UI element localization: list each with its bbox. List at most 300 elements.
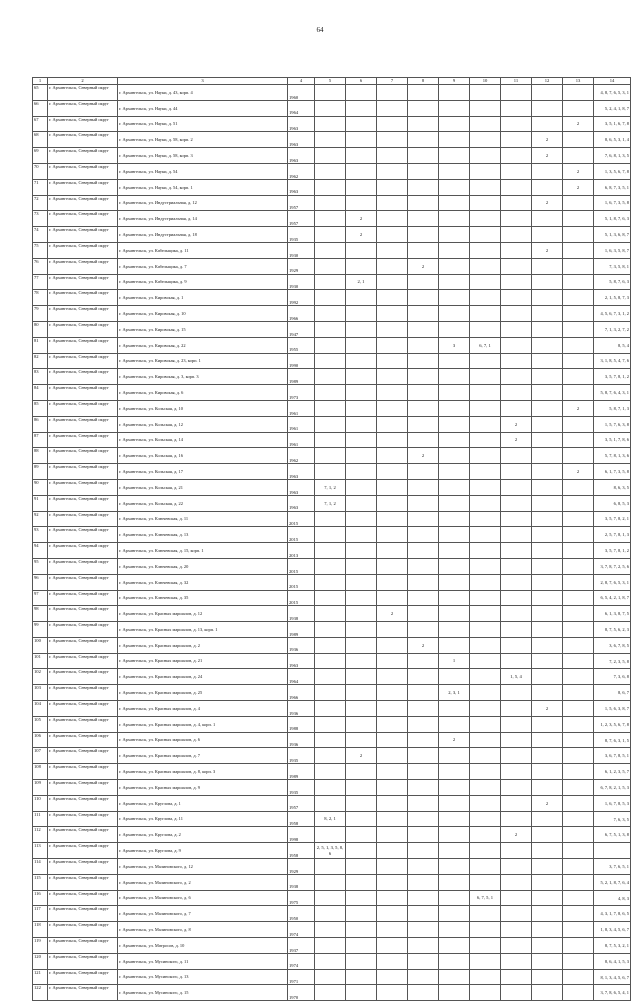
cell-col-11 [501,242,532,258]
cell-col-6 [346,716,377,732]
cell-col-12: 2 [532,242,563,258]
cell-col-13 [563,969,594,985]
cell-address: г. Архангельск, ул. Красных маршалов, д. 21 [118,653,288,669]
cell-col-8 [408,400,439,416]
cell-col-5 [315,179,346,195]
cell-col-6 [346,701,377,717]
table-row [33,290,631,306]
cell-col-13 [563,922,594,938]
cell-year-built: 1930 [288,242,315,258]
cell-col-11 [501,290,532,306]
cell-col-13: 2 [563,116,594,132]
cell-col-6 [346,511,377,527]
cell-col-10 [470,874,501,890]
cell-col-6 [346,669,377,685]
cell-row-number: 87 [33,432,48,448]
cell-address: г. Архангельск, ул. Науки, д. 58, корп. 2 [118,132,288,148]
cell-col-8 [408,100,439,116]
cell-col-12 [532,337,563,353]
cell-col-13 [563,685,594,701]
cell-address: г. Архангельск, ул. Кировская, д. 10 [118,306,288,322]
cell-col-5: 2, 5, 1, 3, 5, 8, 6 [315,843,346,859]
cell-col-12 [532,637,563,653]
cell-district: г. Архангельск, Северный округ [48,622,118,638]
cell-col-13 [563,321,594,337]
cell-col-11 [501,227,532,243]
cell-col-11 [501,479,532,495]
cell-district: г. Архангельск, Северный округ [48,953,118,969]
cell-col-6 [346,732,377,748]
cell-col-6 [346,574,377,590]
cell-col-5 [315,195,346,211]
cell-district: г. Архангельск, Северный округ [48,716,118,732]
cell-district: г. Архангельск, Северный округ [48,558,118,574]
cell-col-14: 3, 7, 8, 6, 5, 4, 1 [594,985,631,1001]
cell-col-5 [315,622,346,638]
cell-col-14: 1, 8, 3, 4, 5, 6, 7 [594,922,631,938]
cell-col-9 [439,701,470,717]
cell-col-11 [501,543,532,559]
cell-col-6 [346,495,377,511]
cell-col-12 [532,558,563,574]
table-row [33,242,631,258]
cell-year-built: 2015 [288,574,315,590]
cell-col-8 [408,274,439,290]
table-row [33,716,631,732]
cell-year-built: 1988 [288,716,315,732]
cell-year-built: 1962 [288,448,315,464]
cell-row-number: 65 [33,85,48,101]
cell-col-13 [563,258,594,274]
cell-address: г. Архангельск, ул. Красных маршалов, д. 8, корп. 3 [118,764,288,780]
cell-col-12 [532,811,563,827]
cell-year-built: 1935 [288,227,315,243]
cell-col-5 [315,953,346,969]
cell-col-7 [377,969,408,985]
cell-row-number: 92 [33,511,48,527]
cell-col-7 [377,748,408,764]
cell-district: г. Архангельск, Северный округ [48,859,118,875]
cell-col-12 [532,448,563,464]
table-row [33,606,631,622]
cell-col-13 [563,416,594,432]
cell-col-5 [315,590,346,606]
cell-year-built: 1974 [288,922,315,938]
cell-row-number: 113 [33,843,48,859]
cell-col-12 [532,306,563,322]
cell-col-6 [346,827,377,843]
cell-col-13 [563,448,594,464]
cell-col-6 [346,685,377,701]
cell-col-11 [501,748,532,764]
cell-col-10 [470,385,501,401]
cell-col-9 [439,163,470,179]
cell-col-14: 3, 6, 7, 8, 5 [594,637,631,653]
cell-district: г. Архангельск, Северный округ [48,337,118,353]
cell-year-built: 1936 [288,732,315,748]
cell-col-12 [532,953,563,969]
cell-col-9 [439,985,470,1001]
cell-col-5 [315,163,346,179]
table-row [33,227,631,243]
cell-district: г. Архангельск, Северный округ [48,764,118,780]
cell-year-built: 1936 [288,637,315,653]
cell-col-13 [563,732,594,748]
cell-col-7 [377,495,408,511]
cell-year-built: 1963 [288,464,315,480]
cell-row-number: 109 [33,780,48,796]
cell-col-9 [439,874,470,890]
cell-col-9 [439,85,470,101]
cell-col-12 [532,622,563,638]
cell-address: г. Архангельск, ул. Мусинского, д. 13 [118,969,288,985]
cell-col-6 [346,764,377,780]
cell-year-built: 1992 [288,290,315,306]
cell-row-number: 80 [33,321,48,337]
cell-row-number: 68 [33,132,48,148]
cell-col-7 [377,132,408,148]
cell-address: г. Архангельск, ул. Красных маршалов, д. 13, корп. 1 [118,622,288,638]
cell-year-built: 1964 [288,100,315,116]
cell-col-12 [532,543,563,559]
cell-col-7 [377,874,408,890]
cell-col-11 [501,163,532,179]
cell-col-14: 3, 5, 1, 6, 7, 8 [594,116,631,132]
cell-col-8 [408,780,439,796]
cell-col-9 [439,479,470,495]
cell-col-10 [470,558,501,574]
cell-col-10 [470,116,501,132]
cell-col-13 [563,748,594,764]
cell-address: г. Архангельск, ул. Малиновского, д. 7 [118,906,288,922]
cell-col-7 [377,732,408,748]
cell-col-6: 2 [346,748,377,764]
cell-col-7 [377,353,408,369]
cell-col-10 [470,922,501,938]
cell-col-12 [532,906,563,922]
cell-year-built: 1947 [288,321,315,337]
cell-row-number: 86 [33,416,48,432]
cell-col-9 [439,590,470,606]
cell-col-12 [532,85,563,101]
cell-col-14: 1, 3, 5, 6, 7, 8 [594,163,631,179]
cell-col-7 [377,622,408,638]
cell-col-5 [315,400,346,416]
cell-col-10 [470,953,501,969]
cell-col-10 [470,416,501,432]
cell-col-9 [439,195,470,211]
table-row [33,574,631,590]
cell-row-number: 104 [33,701,48,717]
cell-col-5: 7, 1, 2 [315,479,346,495]
cell-col-12: 2 [532,148,563,164]
cell-col-11 [501,100,532,116]
cell-col-8: 2 [408,637,439,653]
cell-col-10 [470,195,501,211]
table-row [33,479,631,495]
cell-col-13 [563,874,594,890]
cell-district: г. Архангельск, Северный округ [48,653,118,669]
cell-district: г. Архангельск, Северный округ [48,511,118,527]
cell-col-7 [377,890,408,906]
table-row [33,321,631,337]
cell-col-12 [532,653,563,669]
column-header-13: 13 [563,78,594,85]
cell-col-14: 6, 1, 3, 8, 7, 5 [594,606,631,622]
cell-col-7 [377,637,408,653]
table-row [33,369,631,385]
cell-col-14: 8, 5, 4 [594,337,631,353]
cell-col-12 [532,274,563,290]
cell-col-13 [563,637,594,653]
cell-col-12 [532,716,563,732]
cell-col-10 [470,353,501,369]
cell-col-6 [346,321,377,337]
cell-col-10 [470,811,501,827]
cell-district: г. Архангельск, Северный округ [48,874,118,890]
cell-col-13 [563,622,594,638]
cell-year-built: 1938 [288,874,315,890]
table-row [33,258,631,274]
cell-col-11 [501,85,532,101]
cell-col-13 [563,543,594,559]
cell-col-11 [501,811,532,827]
cell-year-built: 1935 [288,780,315,796]
cell-col-6 [346,479,377,495]
table-row [33,701,631,717]
cell-year-built: 1936 [288,701,315,717]
cell-district: г. Архангельск, Северный округ [48,416,118,432]
cell-col-13: 2 [563,400,594,416]
cell-col-9 [439,558,470,574]
cell-col-9 [439,906,470,922]
cell-col-13 [563,795,594,811]
cell-row-number: 73 [33,211,48,227]
cell-year-built: 1929 [288,258,315,274]
cell-col-6 [346,590,377,606]
cell-col-7 [377,416,408,432]
cell-col-13 [563,985,594,1001]
table-header-row [33,78,631,85]
cell-col-14: 8, 1, 3, 4, 5, 6, 7 [594,969,631,985]
cell-col-7 [377,953,408,969]
cell-address: г. Архангельск, ул. Красных маршалов, д. 25 [118,685,288,701]
cell-address: г. Архангельск, ул. Кабельщика, д. 9 [118,274,288,290]
table-row [33,685,631,701]
cell-col-13 [563,432,594,448]
cell-col-11 [501,859,532,875]
cell-col-13 [563,290,594,306]
cell-year-built: 1974 [288,953,315,969]
cell-col-6 [346,938,377,954]
cell-col-9 [439,321,470,337]
cell-address: г. Архангельск, ул. Кировская, д. 1 [118,290,288,306]
cell-col-5 [315,132,346,148]
cell-col-13 [563,132,594,148]
cell-col-5 [315,306,346,322]
cell-col-6 [346,400,377,416]
cell-col-6 [346,163,377,179]
cell-address: г. Архангельск, ул. Круглова, д. 11 [118,811,288,827]
cell-district: г. Архангельск, Северный округ [48,306,118,322]
cell-col-14: 5, 7, 8, 1, 3, 6 [594,448,631,464]
cell-col-12: 2 [532,701,563,717]
cell-col-12 [532,827,563,843]
cell-col-8 [408,353,439,369]
cell-col-7 [377,669,408,685]
cell-row-number: 120 [33,953,48,969]
table-row [33,416,631,432]
cell-col-9 [439,432,470,448]
cell-col-6 [346,653,377,669]
cell-col-9 [439,811,470,827]
cell-row-number: 106 [33,732,48,748]
cell-col-6 [346,527,377,543]
cell-year-built: 1990 [288,353,315,369]
cell-col-5 [315,274,346,290]
cell-address: г. Архангельск, ул. Кировская, д. 22 [118,337,288,353]
cell-col-13 [563,906,594,922]
cell-address: г. Архангельск, ул. Науки, д. 51 [118,116,288,132]
table-row [33,385,631,401]
cell-col-8: 2 [408,448,439,464]
cell-row-number: 95 [33,558,48,574]
cell-col-5 [315,527,346,543]
table-row [33,669,631,685]
table-row [33,100,631,116]
cell-col-10 [470,669,501,685]
cell-col-13 [563,385,594,401]
cell-address: г. Архангельск, ул. Науки, д. 44 [118,100,288,116]
cell-col-11 [501,511,532,527]
cell-col-14: 4, 8, 7, 6, 5, 3, 1 [594,85,631,101]
cell-district: г. Архангельск, Северный округ [48,969,118,985]
cell-address: г. Архангельск, ул. Кольская, д. 10 [118,400,288,416]
cell-col-9 [439,385,470,401]
cell-district: г. Архангельск, Северный округ [48,780,118,796]
cell-col-14: 6, 7, 8, 2, 1, 5, 3 [594,780,631,796]
cell-col-11 [501,843,532,859]
cell-district: г. Архангельск, Северный округ [48,890,118,906]
cell-row-number: 89 [33,464,48,480]
cell-col-11 [501,258,532,274]
cell-col-9 [439,242,470,258]
cell-col-11 [501,890,532,906]
cell-address: г. Архангельск, ул. Малиновского, д. 12 [118,859,288,875]
cell-col-13 [563,511,594,527]
cell-col-12 [532,606,563,622]
cell-col-6: 2, 1 [346,274,377,290]
cell-col-6 [346,843,377,859]
cell-district: г. Архангельск, Северный округ [48,432,118,448]
cell-address: г. Архангельск, ул. Науки, д. 58, корп. 3 [118,148,288,164]
cell-address: г. Архангельск, ул. Ключевская, д. 20 [118,558,288,574]
cell-col-6 [346,116,377,132]
cell-address: г. Архангельск, ул. Науки, д. 43, корп. 4 [118,85,288,101]
cell-col-11 [501,653,532,669]
cell-col-13 [563,780,594,796]
cell-col-11 [501,938,532,954]
cell-address: г. Архангельск, ул. Красных маршалов, д. 4, корп. 1 [118,716,288,732]
cell-col-14: 1, 2, 3, 5, 6, 7, 8 [594,716,631,732]
cell-col-8 [408,606,439,622]
cell-col-14: 6, 8, 7, 3, 5, 1 [594,179,631,195]
cell-col-8 [408,890,439,906]
cell-col-8 [408,843,439,859]
cell-col-8 [408,179,439,195]
cell-col-12 [532,400,563,416]
cell-col-8 [408,321,439,337]
cell-col-12 [532,100,563,116]
cell-col-14: 3, 5, 7, 8, 1, 2 [594,369,631,385]
cell-col-14: 5, 2, 4, 1, 8, 7 [594,100,631,116]
cell-col-7 [377,922,408,938]
cell-col-10 [470,716,501,732]
cell-year-built: 1935 [288,748,315,764]
cell-row-number: 118 [33,922,48,938]
cell-col-5 [315,85,346,101]
cell-col-12 [532,179,563,195]
column-header-3: 3 [118,78,288,85]
cell-col-5 [315,985,346,1001]
table-row [33,780,631,796]
cell-row-number: 115 [33,874,48,890]
cell-district: г. Архангельск, Северный округ [48,527,118,543]
cell-col-9 [439,716,470,732]
cell-col-11: 1, 5, 4 [501,669,532,685]
cell-district: г. Архангельск, Северный округ [48,100,118,116]
table-row [33,495,631,511]
cell-col-13 [563,211,594,227]
cell-col-8 [408,337,439,353]
cell-col-11 [501,353,532,369]
cell-col-9: 2 [439,732,470,748]
cell-col-11 [501,701,532,717]
cell-col-13 [563,100,594,116]
cell-col-13 [563,558,594,574]
cell-col-8 [408,953,439,969]
cell-row-number: 111 [33,811,48,827]
cell-col-12 [532,116,563,132]
cell-col-10 [470,859,501,875]
cell-col-11 [501,116,532,132]
cell-col-10 [470,321,501,337]
cell-col-12 [532,385,563,401]
cell-col-9 [439,859,470,875]
table-row [33,764,631,780]
table-row [33,622,631,638]
cell-col-11 [501,148,532,164]
cell-col-7 [377,590,408,606]
cell-col-5 [315,780,346,796]
cell-col-6 [346,353,377,369]
cell-district: г. Архангельск, Северный округ [48,195,118,211]
cell-col-5 [315,606,346,622]
cell-col-11 [501,527,532,543]
cell-col-5 [315,874,346,890]
cell-col-8 [408,227,439,243]
cell-col-11 [501,495,532,511]
cell-year-built: 1957 [288,211,315,227]
cell-col-9 [439,748,470,764]
cell-col-8 [408,574,439,590]
cell-col-8 [408,527,439,543]
cell-col-6 [346,448,377,464]
cell-col-9 [439,132,470,148]
cell-col-6 [346,811,377,827]
cell-col-14: 6, 1, 2, 3, 5, 7 [594,764,631,780]
table-row [33,859,631,875]
